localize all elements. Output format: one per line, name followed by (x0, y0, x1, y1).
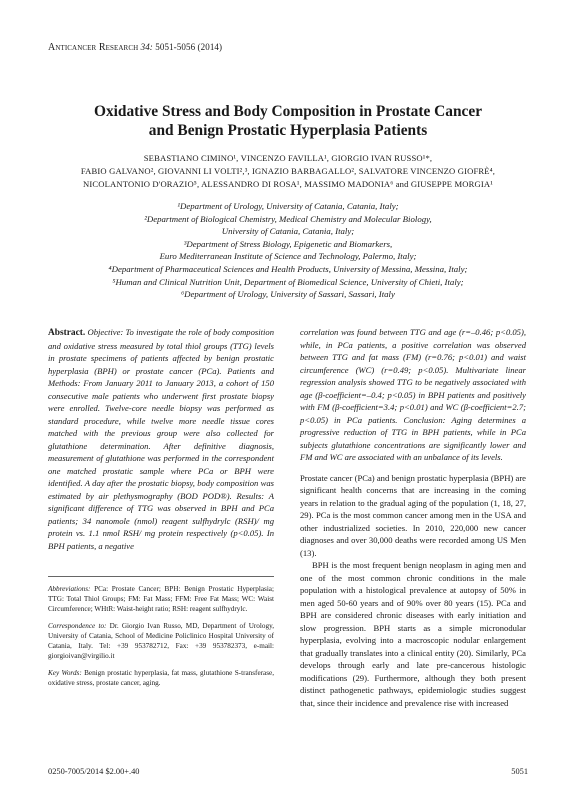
keywords-note (48, 668, 274, 688)
right-column (300, 326, 526, 709)
affiliation-line: University of Catania, Catania, Italy; (221, 226, 355, 237)
abstract (48, 326, 274, 552)
author-list (44, 152, 532, 192)
affiliation-line: ³Department of Stress Biology, Epigenetic and Biomarkers, (183, 238, 393, 249)
affiliation-line: ⁵Human and Clinical Nutrition Unit, Department of Biomedical Science, University of Chieti, Italy; (112, 276, 464, 287)
title-line-1: Oxidative Stress and Body Composition in Prostate Cancer (93, 103, 483, 120)
affiliation-line: ²Department of Biological Chemistry, Medical Chemistry and Molecular Biology, (144, 213, 432, 224)
keywords-text: Benign prostatic hyperplasia, fat mass, glutathione S-transferase, oxidative stress, prostate cancer, aging. (48, 669, 275, 687)
correspondence-note (48, 621, 274, 661)
abbreviations-text: PCa: Prostate Cancer; BPH: Benign Prostatic Hyperplasia; TTG: Total Thiol Groups; FM: Fat Mass; FFM: Free Fat Mass; WC: Waist Circumference; WHtR: Waist-height ratio; RSH: reagent sulfhydrylc. (48, 585, 274, 613)
journal-pages: 5051-5056 (2014) (155, 42, 223, 52)
page-number: 5051 (511, 767, 528, 776)
affiliation-line: ¹Department of Urology, University of Catania, Catania, Italy; (177, 201, 399, 211)
abbreviations-note (48, 584, 274, 614)
abstract-label: Abstract. (48, 328, 86, 338)
article-title (40, 102, 536, 140)
journal-name: Anticancer Research (48, 42, 139, 53)
title-line-2: and Benign Prostatic Hyperplasia Patients (148, 122, 428, 139)
abstract-continued: correlation was found between TTG and age (r=–0.46; p<0.05), while, in PCa patients, a positive correlation was observed between TTG and fat mass (FM) (r=0.76; p<0.01) and waist circumference (WC) (r=0.49; p<0.05). Multivariate linear regression analysis showed TTG to be negatively associated with age (β-coefficient=–0.4; p<0.05) in BPH patients and positively with FM (β-coefficient=3.4; p<0.01) and WC (β-coefficient=2.7; p<0.05) in PCa patients. Conclusion: Aging determines a progressive reduction of TTG in BPH patients, while in PCa subjects glutathione concentrations are significantly lower and FM and WC are associated with an unbalance of its levels. (300, 327, 526, 462)
affiliation-line: Euro Mediterranean Institute of Science and Technology, Palermo, Italy; (159, 251, 417, 262)
left-column (48, 326, 274, 552)
issn-line: 0250-7005/2014 $2.00+.40 (48, 767, 140, 776)
abstract-text-part-1: Objective: To investigate the role of body composition and oxidative stress measured by total thiol groups (TTG) levels in prostate specimens of patients affected by benign prostatic hyperplasia (BPH) or prostate cancer (PCa). Patients and Methods: From January 2011 to January 2013, a cohort of 150 consecutive male patients who underwent first prostate biopsy were enrolled. Twelve-core needle biopsy was performed as standard procedure, while twelve more needle tissue cores matched with the previous group were also collected for glutathione determination. After definitive diagnosis, measurement of glutathione was performed in the correspondent one matched prostatic sample where PCa or BPH were identified. A day after the prostatic biopsy, body composition was estimated by air plethysmography (BOD POD®). Results: A significant difference of TTG was observed in BPH and PCa patients; 34 nanomole (nmol) reagent sulfhydrylc (RSH)/ mg protein vs. 1.1 nmol RSH/ mg protein respectively (p<0.05). In BPH patients, a negative (48, 327, 275, 551)
affiliation-list (44, 200, 532, 301)
affiliation-line: ⁶Department of Urology, University of Sassari, Sassari, Italy (181, 289, 395, 300)
authors-line-3: NICOLANTONIO D'ORAZIO⁵, ALESSANDRO DI ROSA¹, MASSIMO MADONIA⁶ and GIUSEPPE MORGIA¹ (83, 179, 493, 190)
authors-line-1: SEBASTIANO CIMINO¹, VINCENZO FAVILLA¹, GIORGIO IVAN RUSSO¹*, (143, 153, 433, 163)
footnote-divider (48, 576, 274, 577)
correspondence-text: Dr. Giorgio Ivan Russo, MD, Department of Urology, University of Catania, School of Medicine Policlinico Hospital University of Catania, Italy. Tel: +39 953782712, Fax: +39 953782373, e-mail: giorgioivan@virgilio.it (48, 622, 274, 660)
affiliation-line: ⁴Department of Pharmaceutical Sciences and Health Products, University of Messina, Messina, Italy; (108, 263, 468, 274)
authors-line-2: FABIO GALVANO², GIOVANNI LI VOLTI²,³, IGNAZIO BARBAGALLO², SALVATORE VINCENZO GIOFRÈ⁴, (80, 166, 496, 177)
body-paragraph-2: BPH is the most frequent benign neoplasm in aging men and one of the most common chronic conditions in the male population with a histological prevalence at autopsy of 50% in men aged 50-60 years and of 90% over 80 years (15). PCa and BPH are considered chronic diseases with early initiation and slow progression. BPH starts as a simple micronodular hyperplasia, evolving into a macroscopic nodular enlargement that gradually translates into a clinical entity (20). Similarly, PCa develops through early and late pre-cancerous histologic modifications (29). Furthermore, although they both present distinct pathogenetic pathways, epidemiologic studies suggest that, since their incidence and prevalence rise with increased (300, 560, 526, 708)
body-paragraph-1: Prostate cancer (PCa) and benign prostatic hyperplasia (BPH) are significant health concerns that are increasing in the coming years in relation to the gradual aging of the population (1, 18, 27, 29). PCa is the most common cancer among men in the USA and other industrialized societies. In 2010, 220,000 new cancer diagnoses and over 30,000 deaths were recorded among US Men (13). (300, 472, 526, 558)
running-head (48, 42, 222, 53)
abbreviations-label: Abbreviations: (48, 585, 91, 593)
correspondence-label: Correspondence to: (48, 622, 107, 630)
footnotes (48, 584, 274, 695)
keywords-label: Key Words: (48, 669, 82, 677)
journal-volume: 34: (140, 42, 153, 52)
